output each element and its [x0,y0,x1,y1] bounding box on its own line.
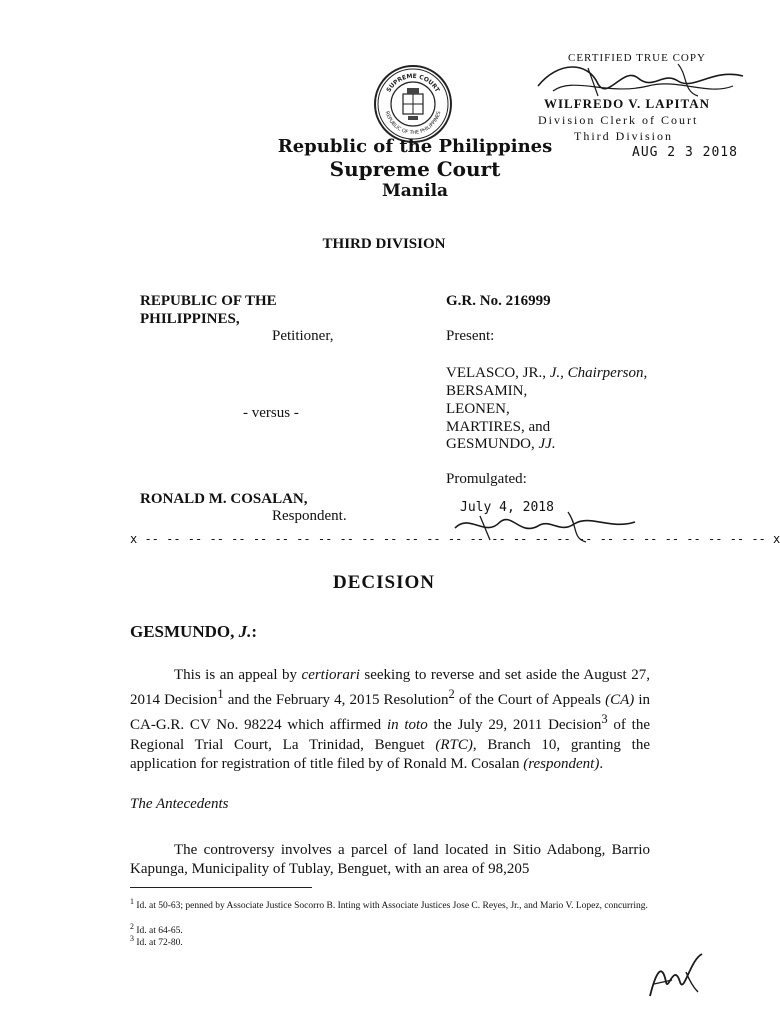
respondent-role: Respondent. [272,508,347,524]
supreme-court-seal [373,64,453,144]
petitioner-role: Petitioner, [272,328,334,344]
petitioner-name-2: PHILIPPINES, [140,311,240,327]
seal-lower-text: REPUBLIC OF THE PHILIPPINES [383,110,443,137]
p1-text-h: in toto [386,717,428,734]
justice-gesmundo-name: GESMUNDO, [446,436,539,452]
footnote-3-num: 3 [130,934,134,943]
p1-text-l: , Branch 10, granting the application for registration of title filed by of Ronald M. Cosalan [130,736,650,772]
p1-text-j: of the Regional Trial Court, La Trinidad, Benguet [130,717,650,753]
stamp-clerk-title: Division Clerk of Court [538,113,699,127]
footnote-2-text: Id. at 64-65. [133,926,183,937]
p1-text-b: certiorari [301,667,360,683]
seal-arc-text: SUPREME COURT [385,72,441,94]
footnote-3-text: Id. at 72-80. [133,938,183,949]
promulgated-date: July 4, 2018 [460,500,554,515]
ponente-title: J. [238,622,252,641]
footnote-ref-3: 3 [601,712,608,727]
p1-text-g: in CA-G.R. CV No. 98224 which affirmed [130,692,650,734]
justice-velasco-title: J., Chairperson, [549,365,648,381]
p1-text-a: This is an appeal by [174,667,302,683]
header-supreme-court: Supreme Court [329,157,501,181]
p1-text-c: seeking to reverse and set aside the August 27, 2014 Decision [130,667,650,709]
justice-martires: MARTIRES, and [446,419,551,435]
footnote-ref-2: 2 [448,687,455,702]
present-label: Present: [446,328,495,344]
versus: - versus - [243,405,299,421]
justice-gesmundo-title: JJ. [538,436,556,452]
ponente-colon: : [251,622,258,641]
body-paragraph-1 [130,666,650,774]
promulgated-label: Promulgated: [446,471,527,487]
header-republic: Republic of the Philippines [277,136,553,157]
header-city: Manila [381,181,449,201]
caption-separator: x -- -- -- -- -- -- -- -- -- -- -- -- -- -- -- -- -- -- -- -- -- -- -- -- -- -- -- -- -- x [130,532,780,546]
seal-icon [373,64,453,144]
footnote-1 [130,896,690,912]
petitioner-name-1: REPUBLIC OF THE [140,293,277,309]
justice-velasco-name: VELASCO, JR., [446,365,550,381]
body-paragraph-2: The controversy involves a parcel of land located in Sitio Adabong, Barrio Kapunga, Municipality of Tublay, Benguet, with an area of 98,205 [130,842,650,878]
justice-leonen: LEONEN, [446,401,510,417]
initials-signature-icon [646,952,706,1002]
footnote-divider [130,887,312,888]
footnote-1-text: Id. at 50-63; penned by Associate Justice Socorro B. Inting with Associate Justices Jose C. Reyes, Jr., and Mario V. Lopez, concurring. [133,901,648,912]
p1-text-i: the July 29, 2011 Decision [427,717,602,734]
footnote-1-num: 1 [130,897,134,906]
stamp-certified: CERTIFIED TRUE COPY [568,52,706,64]
justice-velasco [446,364,647,382]
p1-text-f: (CA) [605,692,635,709]
p1-text-k: (RTC) [435,736,473,753]
ponente [130,622,257,642]
stamp-date: AUG 2 3 2018 [632,145,738,160]
footnote-ref-1: 1 [217,687,224,702]
ponente-name: GESMUNDO, [130,622,239,641]
stamp-clerk-name: WILFREDO V. LAPITAN [544,96,710,111]
division-heading: THIRD DIVISION [322,236,446,252]
respondent-name: RONALD M. COSALAN, [140,491,308,507]
footnote-3 [130,933,690,949]
gr-number: G.R. No. 216999 [446,293,551,309]
decision-title: DECISION [333,572,435,593]
court-header [230,136,600,202]
section-heading-antecedents: The Antecedents [130,796,229,812]
p1-text-d: and the February 4, 2015 Resolution [223,692,449,709]
justice-gesmundo [446,435,556,453]
footnote-2-num: 2 [130,922,134,931]
stamp-division: Third Division [574,129,673,143]
p1-text-e: of the Court of Appeals [454,692,606,709]
p1-text-n: . [599,755,604,772]
p1-text-m: (respondent) [523,755,600,772]
justice-bersamin: BERSAMIN, [446,383,528,399]
